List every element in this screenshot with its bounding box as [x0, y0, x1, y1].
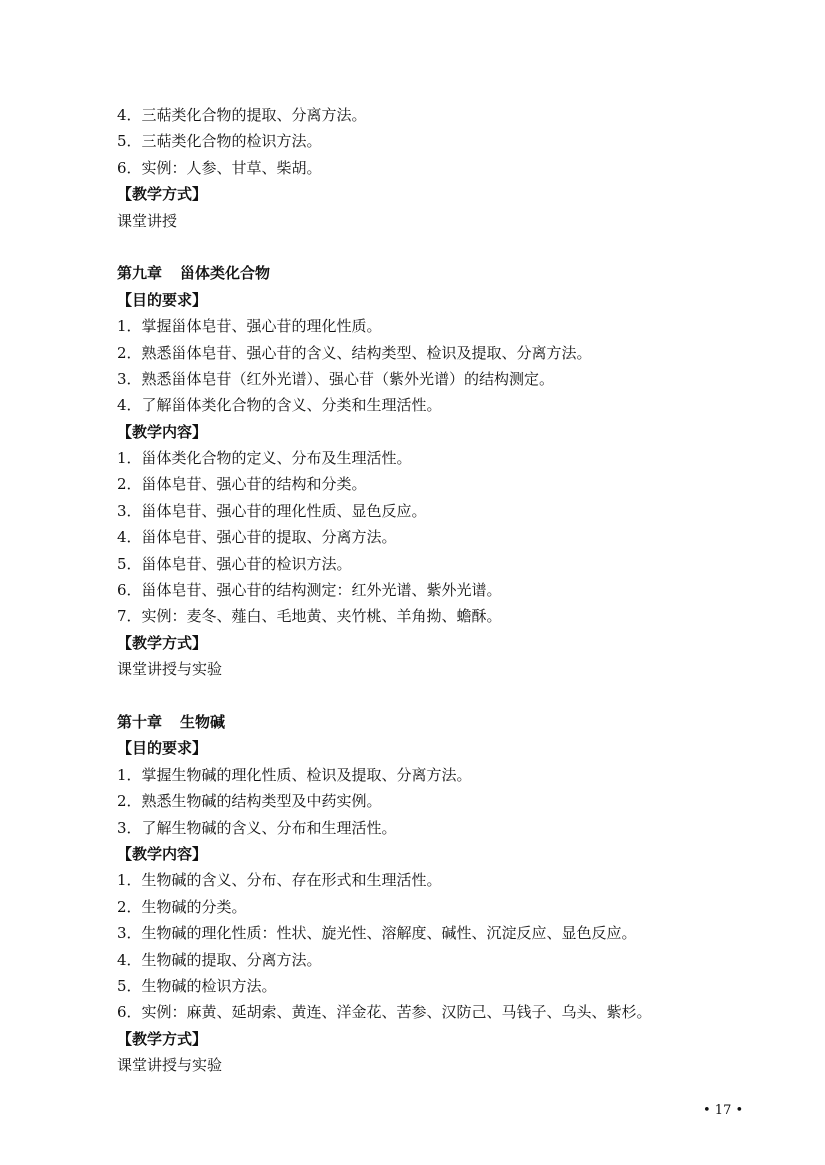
list-item: 3．了解生物碱的含义、分布和生理活性。: [117, 818, 397, 837]
content-heading: 【教学内容】: [117, 422, 208, 441]
list-item: 1．掌握甾体皂苷、强心苷的理化性质。: [117, 317, 382, 336]
teaching-method-text: 课堂讲授: [117, 211, 178, 230]
page-content: [117, 102, 757, 1078]
chapter-name: 生物碱: [180, 712, 226, 731]
teaching-method-heading: 【教学方式】: [117, 633, 208, 652]
list-item: 5．生物碱的检识方法。: [117, 976, 277, 995]
list-item: 4．甾体皂苷、强心苷的提取、分离方法。: [117, 528, 397, 547]
list-item: 3．熟悉甾体皂苷（红外光谱）、强心苷（紫外光谱）的结构测定。: [117, 369, 555, 388]
list-item: 5．甾体皂苷、强心苷的检识方法。: [117, 554, 352, 573]
teaching-method-text: 课堂讲授与实验: [117, 1056, 223, 1075]
teaching-method-text: 课堂讲授与实验: [117, 660, 223, 679]
chapter-number: 第十章: [117, 712, 163, 731]
list-item: 3．生物碱的理化性质：性状、旋光性、溶解度、碱性、沉淀反应、显色反应。: [117, 924, 637, 943]
list-item: 4．三萜类化合物的提取、分离方法。: [117, 106, 367, 124]
teaching-method-heading: 【教学方式】: [117, 185, 208, 204]
objectives-heading: 【目的要求】: [117, 290, 208, 309]
list-item: 7．实例：麦冬、薤白、毛地黄、夹竹桃、羊角拗、蟾酥。: [117, 607, 502, 626]
chapter-number: 第九章: [117, 264, 163, 283]
list-item: 1．掌握生物碱的理化性质、检识及提取、分离方法。: [117, 765, 472, 784]
list-item: 2．生物碱的分类。: [117, 897, 247, 916]
list-item: 6．实例：麻黄、延胡索、黄连、洋金花、苦参、汉防己、马钱子、乌头、紫杉。: [117, 1003, 652, 1022]
list-item: 1．甾体类化合物的定义、分布及生理活性。: [117, 449, 412, 468]
objectives-heading: 【目的要求】: [117, 739, 208, 758]
teaching-method-heading: 【教学方式】: [117, 1029, 208, 1048]
chapter-title: [117, 260, 757, 286]
content-heading: 【教学内容】: [117, 844, 208, 863]
list-item: 2．熟悉甾体皂苷、强心苷的含义、结构类型、检识及提取、分离方法。: [117, 343, 592, 362]
list-item: 2．熟悉生物碱的结构类型及中药实例。: [117, 792, 382, 811]
list-item: 3．甾体皂苷、强心苷的理化性质、显色反应。: [117, 501, 427, 520]
list-item: 1．生物碱的含义、分布、存在形式和生理活性。: [117, 871, 442, 890]
chapter-name: 甾体类化合物: [180, 264, 271, 283]
list-item: 5．三萜类化合物的检识方法。: [117, 132, 322, 151]
list-item: 4．了解甾体类化合物的含义、分类和生理活性。: [117, 396, 442, 415]
list-item: 4．生物碱的提取、分离方法。: [117, 950, 322, 969]
chapter-title: [117, 709, 757, 735]
list-item: 2．甾体皂苷、强心苷的结构和分类。: [117, 475, 367, 494]
list-item: 6．实例：人参、甘草、柴胡。: [117, 158, 322, 177]
list-item: 6．甾体皂苷、强心苷的结构测定：红外光谱、紫外光谱。: [117, 581, 502, 600]
page-number: • 17 •: [703, 1103, 744, 1118]
